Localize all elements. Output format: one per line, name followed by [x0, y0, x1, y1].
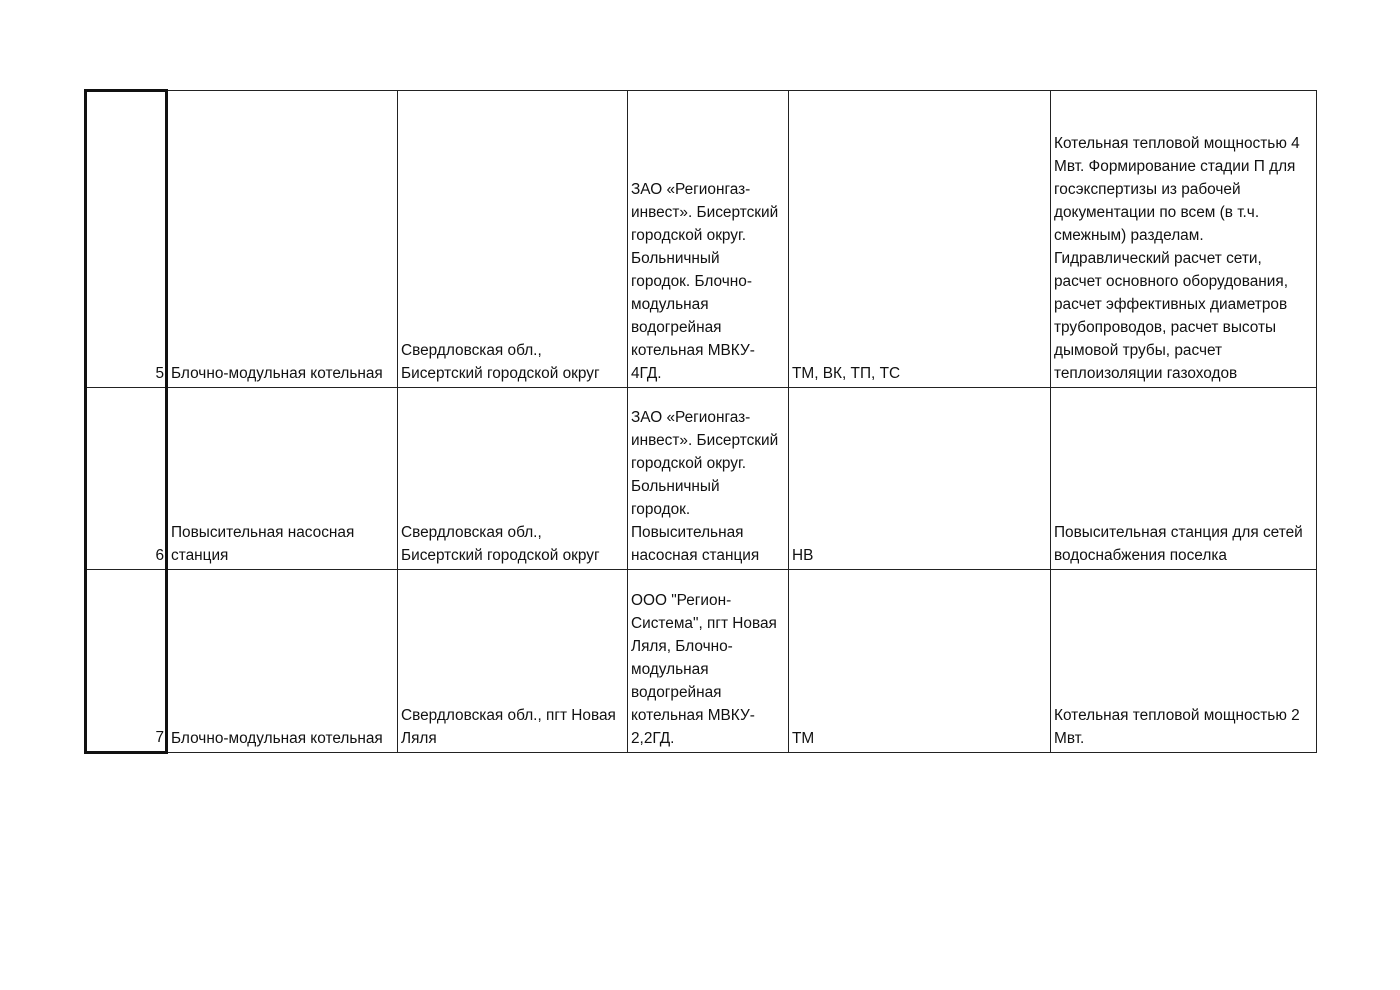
project-description: Котельная тепловой мощностью 4 Мвт. Формирование стадии П для госэкспертизы из рабочей документации по всем (в т.ч. смежным) разделам. Гидравлический расчет сети, расчет основного оборудования, расчет эффективных диаметров трубопроводов, расчет высоты дымовой трубы, расчет теплоизоляции газоходов [1051, 91, 1317, 388]
object-location: Свердловская обл., Бисертский городской округ [398, 91, 628, 388]
table-row [86, 388, 1317, 570]
project-description: Повысительная станция для сетей водоснабжения поселка [1051, 388, 1317, 570]
customer-info: ООО "Регион- Система", пгт Новая Ляля, Блочно- модульная водогрейная котельная МВКУ- 2,2ГД. [628, 570, 789, 753]
customer-info: ЗАО «Регионгаз- инвест». Бисертский городской округ. Больничный городок. Повысительная насосная станция [628, 388, 789, 570]
row-number: 7 [86, 570, 167, 753]
object-name: Блочно-модульная котельная [167, 91, 398, 388]
project-sections: ТМ, ВК, ТП, ТС [789, 91, 1051, 388]
table-row [86, 570, 1317, 753]
object-location: Свердловская обл., пгт Новая Ляля [398, 570, 628, 753]
row-number: 5 [86, 91, 167, 388]
project-description: Котельная тепловой мощностью 2 Мвт. [1051, 570, 1317, 753]
object-name: Повысительная насосная станция [167, 388, 398, 570]
projects-sheet [84, 89, 1315, 754]
project-sections: ТМ [789, 570, 1051, 753]
projects-table [84, 89, 1317, 754]
table-row [86, 91, 1317, 388]
object-name: Блочно-модульная котельная [167, 570, 398, 753]
object-location: Свердловская обл., Бисертский городской округ [398, 388, 628, 570]
row-number: 6 [86, 388, 167, 570]
customer-info: ЗАО «Регионгаз- инвест». Бисертский городской округ. Больничный городок. Блочно- модульная водогрейная котельная МВКУ- 4ГД. [628, 91, 789, 388]
project-sections: НВ [789, 388, 1051, 570]
